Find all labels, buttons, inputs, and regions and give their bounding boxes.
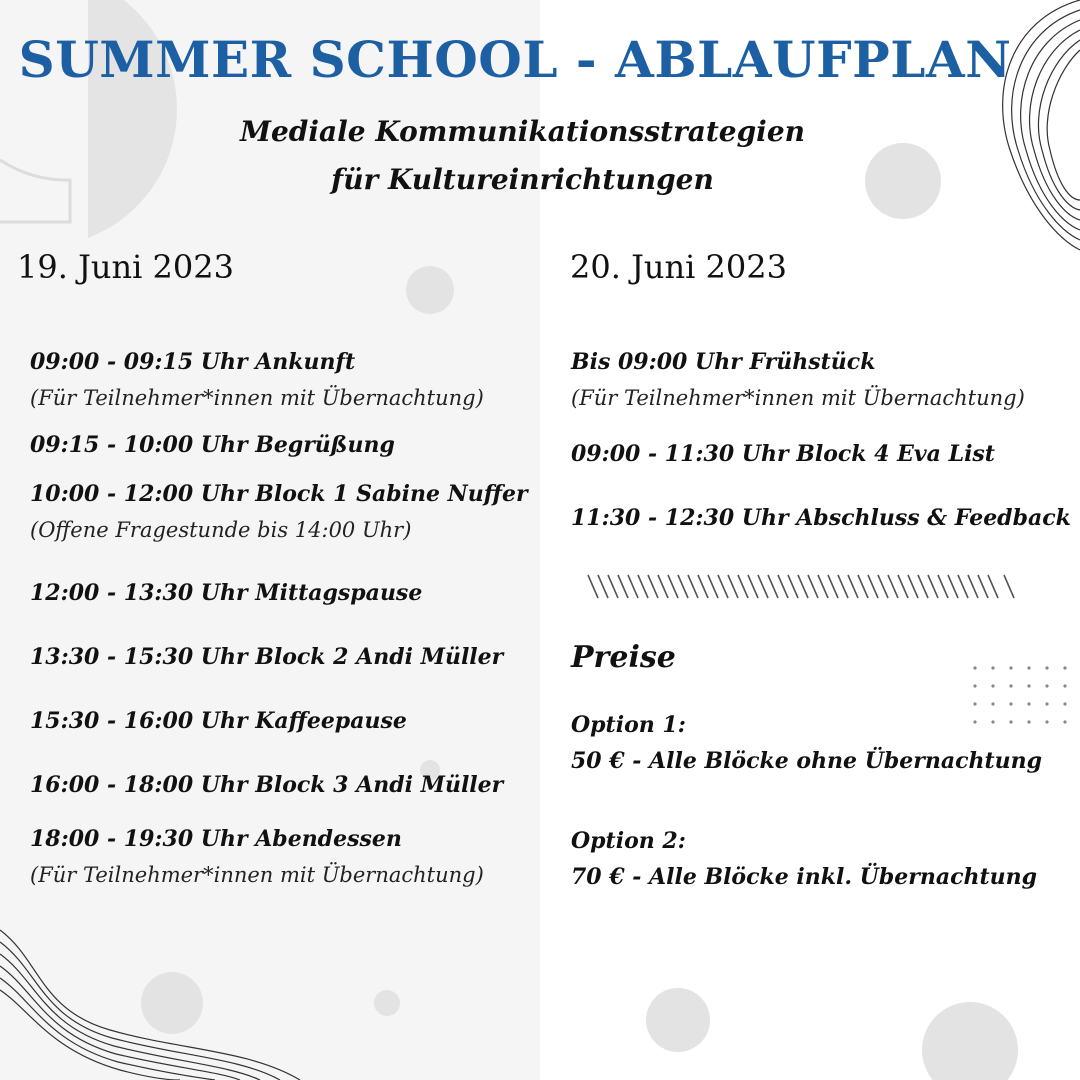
schedule-time-title: 10:00 - 12:00 Uhr Block 1 Sabine Nuffer (30, 481, 528, 507)
price-option-text: 50 € - Alle Blöcke ohne Übernachtung (571, 748, 1043, 774)
subtitle (0, 108, 1045, 204)
price-option-label: Option 2: (571, 828, 686, 854)
day2-date: 20. Juni 2023 (570, 248, 787, 286)
schedule-time-title: 12:00 - 13:30 Uhr Mittagspause (30, 580, 423, 606)
decorative-circle (141, 972, 203, 1034)
subtitle-line: für Kultureinrichtungen (331, 163, 714, 196)
schedule-note: (Für Teilnehmer*innen mit Übernachtung) (571, 386, 1025, 410)
price-option (571, 823, 1037, 895)
subtitle-line: Mediale Kommunikationsstrategien (239, 115, 805, 148)
schedule-item (571, 500, 1071, 536)
price-option-label: Option 1: (571, 712, 686, 738)
decorative-circle (922, 1002, 1018, 1080)
decorative-hatch (588, 575, 1014, 598)
schedule-time-title: 09:15 - 10:00 Uhr Begrüßung (30, 432, 395, 458)
schedule-item (571, 344, 1025, 416)
schedule-item (30, 427, 395, 463)
schedule-time-title: Bis 09:00 Uhr Frühstück (571, 349, 876, 375)
decorative-circle (374, 990, 400, 1016)
schedule-item (30, 821, 484, 893)
schedule-note: (Offene Fragestunde bis 14:00 Uhr) (30, 518, 412, 542)
price-option (571, 707, 1042, 779)
schedule-note: (Für Teilnehmer*innen mit Übernachtung) (30, 386, 484, 410)
schedule-item (30, 639, 503, 675)
schedule-item (30, 703, 407, 739)
price-option-text: 70 € - Alle Blöcke inkl. Übernachtung (571, 864, 1037, 890)
page-title: SUMMER SCHOOL - ABLAUFPLAN (18, 30, 1012, 89)
schedule-time-title: 11:30 - 12:30 Uhr Abschluss & Feedback (571, 505, 1071, 531)
schedule-time-title: 15:30 - 16:00 Uhr Kaffeepause (30, 708, 407, 734)
schedule-item (30, 767, 503, 803)
schedule-item (571, 436, 995, 472)
schedule-time-title: 18:00 - 19:30 Uhr Abendessen (30, 826, 402, 852)
prices-heading: Preise (571, 640, 676, 675)
schedule-item (30, 575, 422, 611)
schedule-time-title: 09:00 - 09:15 Uhr Ankunft (30, 349, 356, 375)
schedule-note: (Für Teilnehmer*innen mit Übernachtung) (30, 863, 484, 887)
decorative-circle (646, 988, 710, 1052)
schedule-item (30, 476, 528, 548)
schedule-time-title: 16:00 - 18:00 Uhr Block 3 Andi Müller (30, 772, 504, 798)
schedule-item (30, 344, 484, 416)
schedule-time-title: 13:30 - 15:30 Uhr Block 2 Andi Müller (30, 644, 504, 670)
schedule-time-title: 09:00 - 11:30 Uhr Block 4 Eva List (571, 441, 995, 467)
day1-date: 19. Juni 2023 (17, 248, 234, 286)
decorative-circle (406, 266, 454, 314)
